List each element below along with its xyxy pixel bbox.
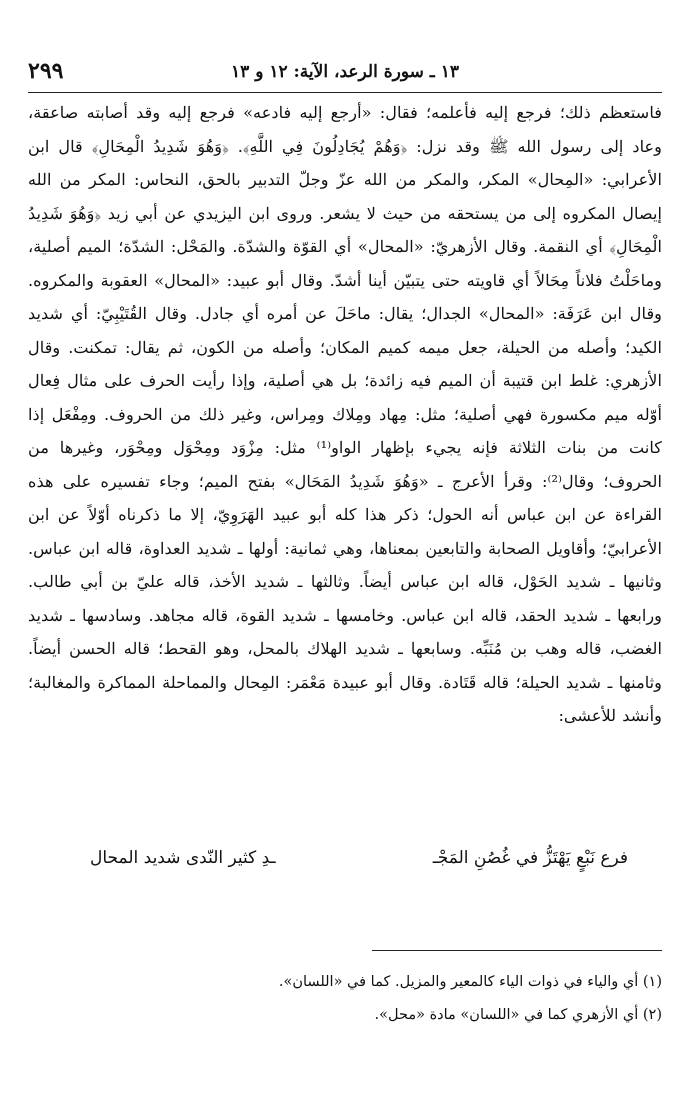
- footnotes: [28, 966, 662, 1032]
- verse-second-hemistich: ـدِ كثير النّدى شديد المحال: [90, 848, 276, 868]
- body-text: [28, 96, 662, 836]
- page-header: [28, 52, 662, 93]
- page-number: ٢٩٩: [28, 58, 64, 84]
- footnote-2: (٢) أي الأزهري كما في «اللسان» مادة «محل».: [374, 1007, 662, 1023]
- poetry-verse: [90, 842, 628, 882]
- body-paragraph: فاستعظم ذلك؛ فرجع إليه فأعلمه؛ فقال: «أرجع إليه فادعه» فرجع إليه وقد أصابته صاعقة، وعاد إلى رسول الله ﷺ وقد نزل: ﴿وَهُمْ يُجَادِلُونَ فِي اللَّهِ﴾. ﴿وَهُوَ شَدِيدُ الْمِحَالِ﴾ قال ابن الأعرابي: «المِحال» المكر، والمكر من الله عزّ وجلّ التدبير بالحق، النحاس: المكر من الله إيصال المكروه إلى من يستحقه من حيث لا يشعر. وروى ابن اليزيدي عن أبي زيد ﴿وَهُوَ شَدِيدُ الْمِحَالِ﴾ أي النقمة. وقال الأزهريّ: «المحال» أي القوّة والشدّة. والمَحْل: الشدّة؛ الميم أصلية، وماحَلْتُ فلاناً مِحَالاً أي قاويته حتى يتبيّن أينا أشدّ. وقال أبو عبيد: «المحال» العقوبة والمكروه. وقال ابن عَرَفَة: «المحال» الجدال؛ يقال: ماحَلَ عن أمره أي جادل. وقال القُتَيْبِيّ: أي شديد الكيد؛ وأصله من الحيلة، جعل ميمه كميم المكان؛ وأصله من الكون، ثم يقال: تمكنت. وقال الأزهري: غلط ابن قتيبة أن الميم فيه زائدة؛ بل هي أصلية، وإذا رأيت الحرف على مثال فِعال أوّله ميم مكسورة فهي أصلية؛ مثل: مِهاد ومِلاك ومِراس، وغير ذلك من الحروف. ومِفْعَل إذا كانت من بنات الثلاثة فإنه يجيء بإظهار الواو⁽¹⁾ مثل: مِزْوَد ومِحْوَل ومِحْوَر، وغيرها من الحروف؛ وقال⁽²⁾: وقرأ الأعرج ـ «وَهُوَ شَدِيدُ المَحَال» بفتح الميم؛ وجاء تفسيره على هذه القراءة عن ابن عباس أنه الحول؛ ذكر هذا كله أبو عبيد الهَرَوِيّ، إلا ما ذكرناه أوّلاً عن ابن الأعرابيّ؛ وأقاويل الصحابة والتابعين بمعناها، وهي ثمانية: أولها ـ شديد العداوة، قاله ابن عباس. وثانيها ـ شديد الحَوْل، قاله ابن عباس أيضاً. وثالثها ـ شديد الأخذ، قاله عليّ بن أبي طالب. ورابعها ـ شديد الحقد، قاله ابن عباس. وخامسها ـ شديد القوة، قاله مجاهد. وسادسها ـ شديد الغضب، قاله وهب بن مُنَبِّه. وسابعها ـ شديد الهلاك بالمحل، وهو القحط؛ قاله الحسن أيضاً. وثامنها ـ شديد الحيلة؛ قاله قَتَادة. وقال أبو عبيدة مَعْمَر: المِحال والمماحلة المماكرة والمغالبة؛ وأنشد للأعشى:: [28, 103, 662, 725]
- verse-first-hemistich: فرع نَبْعٍ يَهْتَزُّ في غُصُنِ المَجْـ: [432, 848, 628, 868]
- footnote-divider: [372, 950, 662, 951]
- footnote-1: (١) أي والياء في ذوات الياء كالمعير والمزيل. كما في «اللسان».: [278, 974, 662, 990]
- running-head: ١٣ ـ سورة الرعد، الآية: ١٢ و ١٣: [231, 62, 459, 82]
